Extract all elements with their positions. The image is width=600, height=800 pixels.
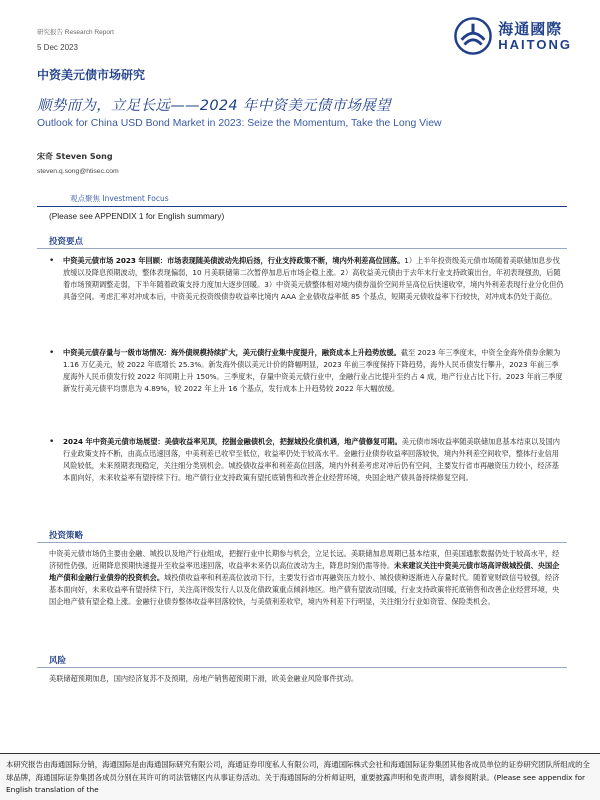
- highlight-1-body: 1）上半年投资级美元债市场随着美联储加息步伐放缓以及降息预期波动，整体表现偏弱，10 月美联储第二次暂停加息后市场企稳上涨。2）高收益美元债由于去年末行业支持政策出台，年初表现强劲，后随着市场预期调整走弱，下半年随着政策支持力度加大逐步回暖。3）中资美元债整体相对境内债券溢价空间并呈高位后快速收窄，境内外利差表现行业分化但仍具备空间。考虑汇率对冲成本后，中资美元投资级债券收益率比境内 AAA 企业债收益率低 85 个基点，短期美元债收益率下行较快，对冲成本仍处于高位。: [63, 256, 564, 301]
- strategy-paragraph: [49, 548, 564, 608]
- highlights-divider: [37, 248, 567, 249]
- author-email[interactable]: steven.q.song@htisec.com: [37, 168, 119, 175]
- investment-focus-label: 观点聚焦 Investment Focus: [70, 194, 169, 203]
- disclaimer-footer: 本研究报告由海通国际分销，海通国际是由海通国际研究有限公司，海通证券印度私人有限公司，海通国际株式会社和海通国际证券集团其他各成员单位的证券研究团队所组成的全球品牌，海通国际证券集团各成员分别在其许可的司法管辖区内从事证券活动。关于海通国际的分析师证明，重要披露声明和免责声明，请参阅附录。(Please see appendix for English translation of the: [0, 753, 600, 800]
- focus-divider: [37, 206, 567, 207]
- series-title: 中资美元债市场研究: [37, 68, 146, 82]
- highlight-bullet-2: [49, 347, 564, 395]
- logo-text-en: HAITONG: [498, 36, 572, 52]
- highlight-bullet-1: [49, 255, 564, 303]
- risk-paragraph: 美联储超预期加息，国内经济复苏不及预期，房地产销售超预期下滑，欧美金融业风险事件扰动。: [49, 674, 359, 683]
- strategy-text-1: 中资美元债市场仍主要由金融、城投以及地产行业组成，把握行业中长期参与机会，立足长远。美联储加息周期已基本结束，但美国通胀数据仍处于较高水平，经济韧性仍强，近期降息预期快速提升至收益率迅速回落，收益率未来仍以高位波动为主，降息时刻仍需等待。: [49, 549, 560, 570]
- strategy-text-2: 城投债收益率和利差高位波动下行，主要发行省市再融资压力较小、城投债种逐渐进入存量时代。随着宽财政信号较强，经济基本面向好，未来收益率有望持续下行，关注高评级发行人以及化债政策重点倾斜地区。地产债有望波动回暖，行业支持政策将托底销售和改善企业经营环境，央国企地产债有望企稳上涨。金融行业债券整体收益率回落较快，与美债利差收窄，境内外利差下行明显，关注细分行业如资管、保险类机会。: [49, 573, 560, 606]
- strategy-text-bold: 未来建议关注中资美元债市场高评级城投债、央国企地产债和金融行业债券的投资机会。: [49, 561, 560, 582]
- haitong-logo: [454, 17, 572, 55]
- report-type-label: 研究报告 Research Report: [37, 29, 114, 36]
- highlight-1-lead: 中资美元债市场 2023 年回顾：市场表现随美债波动先抑后扬，行业支持政策不断，境内外利差高位回落。: [63, 256, 405, 265]
- bullet-dot-icon: •: [49, 348, 55, 358]
- highlight-bullet-3: [49, 436, 564, 484]
- strategy-heading: 投资策略: [49, 531, 84, 541]
- highlight-3-lead: 2024 年中资美元债市场展望：美债收益率见顶，挖掘金融债机会，把握城投化债机遇，地产债修复可期。: [63, 437, 402, 446]
- logo-text-cn: 海通國際: [498, 19, 563, 38]
- author-name: 宋奇 Steven Song: [37, 152, 113, 161]
- highlight-3-body: 美元债市场收益率随美联储加息基本结束以及国内行业政策支持不断，由高点迅速回落，中美利差已收窄至低位，收益率仍处于较高水平。金融行业债券收益率回落较快，境内外利差空间收窄，整体行业信用风险较低，未来预期表现稳定，关注细分类别机会。城投债收益率和利差高位回落，境内外利差考虑对冲后仍有空间，主要发行省市再融资压力较小，经济基本面向好，未来收益率有望持续下行。地产债行业支持政策有望托底销售和改善企业经营环境，央国企地产债具备持续修复空间。: [63, 437, 560, 482]
- appendix-note: (Please see APPENDIX 1 for English summary): [49, 211, 225, 221]
- highlights-heading: 投资要点: [49, 237, 84, 247]
- report-title-cn: 顺势而为，立足长远——2024 年中资美元债市场展望: [37, 98, 391, 114]
- risk-divider: [37, 667, 567, 668]
- risk-heading: 风险: [49, 656, 67, 666]
- report-title-en: Outlook for China USD Bond Market in 2023: Seize the Momentum, Take the Long View: [37, 118, 442, 129]
- haitong-logo-icon: [454, 17, 492, 55]
- highlight-2-body: 截至 2023 年三季度末，中资全金海外债券余额为 1.16 万亿美元，较 2022 年底增长 25.3%。新发海外债以美元计价的降幅明显，2023 年前三季度保持下降趋势，海外人民币债发行攀升，2023 年前三季度海外人民币债发行较 2022 年同期上升 150%。三季度末，存量中资美元债行业中，金融行业占比提升至约占 4 成，地产行业占比下行。2023 年前三季度新发行美元债平均票息为 4.89%，较 2022 年上升 16 个基点，发行成本上升趋势较 2022 年大幅放缓。: [63, 348, 563, 393]
- bullet-dot-icon: •: [49, 256, 55, 266]
- bullet-dot-icon: •: [49, 437, 55, 447]
- strategy-divider: [37, 542, 567, 543]
- highlight-2-lead: 中资美元债存量与一级市场情况：海外债规模持续扩大，美元债行业集中度提升，融资成本上升趋势放缓。: [63, 348, 401, 357]
- report-date: 5 Dec 2023: [37, 43, 78, 52]
